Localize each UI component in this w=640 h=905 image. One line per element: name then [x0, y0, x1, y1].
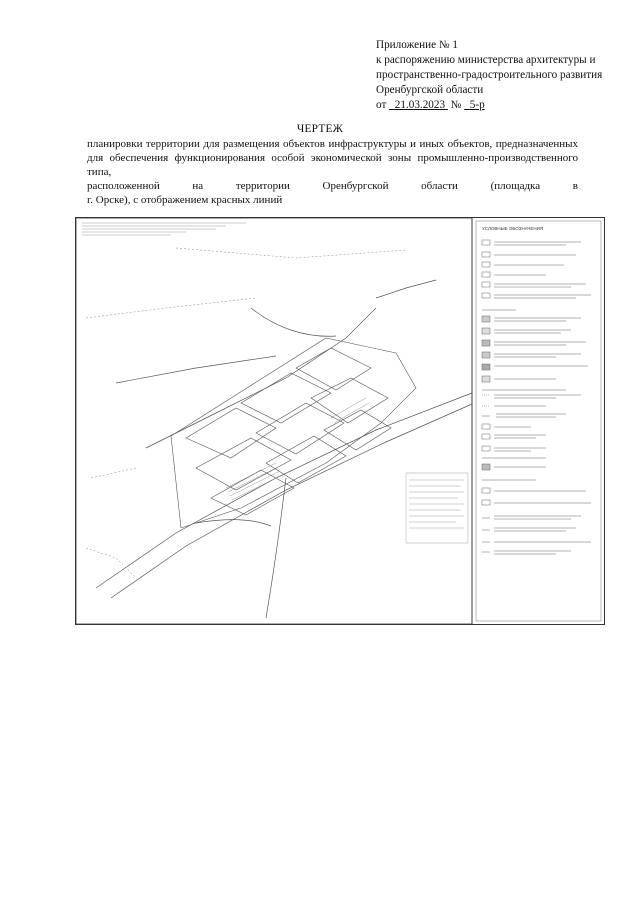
document-title: ЧЕРТЕЖ	[296, 123, 344, 135]
map-notes	[82, 223, 246, 235]
order-number: 5-р	[469, 99, 485, 111]
title-block	[406, 473, 468, 543]
number-prefix: №	[450, 99, 462, 111]
map-frame	[76, 218, 472, 624]
description-line: расположенной на территории Оренбургской области (площадка в	[87, 180, 578, 192]
legend-frame	[476, 221, 601, 621]
appendix-order-line: к распоряжению министерства архитектуры и	[376, 54, 596, 66]
appendix-title: Приложение № 1	[376, 39, 458, 51]
road-band	[96, 280, 472, 618]
description-line: для обеспечения функционирования особой экономической зоны промышленно-производственного типа,	[87, 152, 578, 178]
order-date: 21.03.2023	[394, 99, 446, 111]
description-line: планировки территории для размещения объектов инфраструктуры и иных объектов, предназначенных	[87, 138, 578, 150]
appendix-ministry-line: пространственно-градостроительного развития	[376, 69, 603, 81]
appendix-region-line: Оренбургской области	[376, 84, 484, 96]
appendix-date-line	[376, 98, 606, 113]
legend-entries	[482, 240, 591, 554]
description-line: г. Орске), с отображением красных линий	[87, 194, 283, 206]
date-prefix: от	[376, 99, 387, 111]
legend-heading: УСЛОВНЫЕ ОБОЗНАЧЕНИЯ	[482, 226, 544, 231]
appendix-block	[376, 38, 606, 113]
document-description	[87, 137, 578, 207]
planning-drawing	[75, 217, 605, 625]
planning-drawing-svg	[76, 218, 604, 624]
